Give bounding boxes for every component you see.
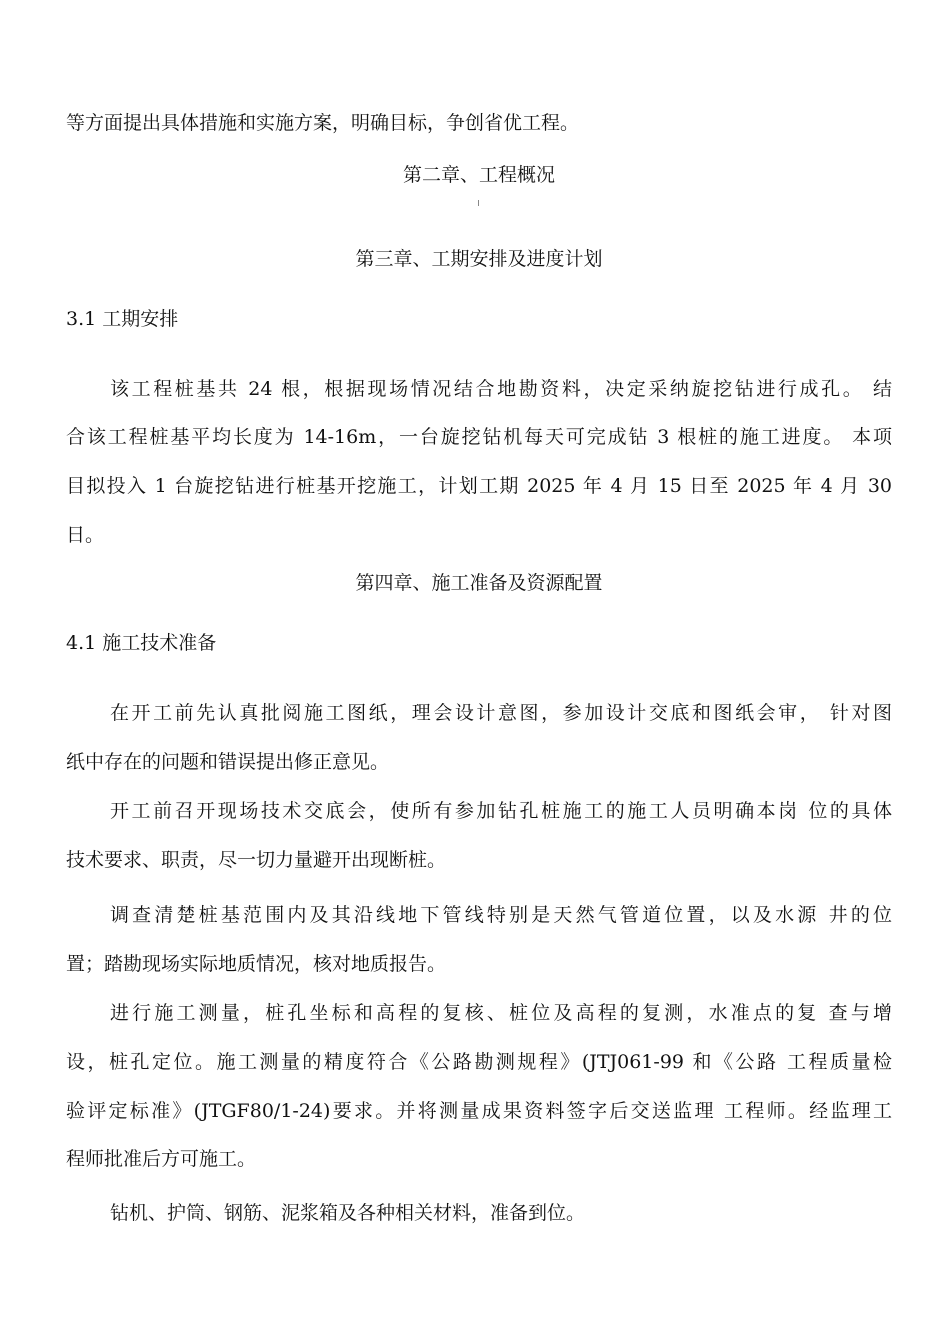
chapter-4-title: 第四章、施工准备及资源配置	[355, 572, 603, 594]
paragraph-line: 设，桩孔定位。施工测量的精度符合《公路勘测规程》(JTJ061-99 和《公路 工程质量检	[66, 1051, 892, 1073]
section-3-1-title: 3.1 工期安排	[66, 308, 179, 330]
paragraph-line: 置；踏勘现场实际地质情况，核对地质报告。	[66, 953, 447, 975]
section-4-1-title: 4.1 施工技术准备	[66, 632, 217, 654]
paragraph-line: 进行施工测量，桩孔坐标和高程的复核、桩位及高程的复测，水准点的复 查与增	[110, 1002, 892, 1024]
paragraph-line: 开工前召开现场技术交底会，使所有参加钻孔桩施工的施工人员明确本岗 位的具体	[110, 800, 892, 822]
paragraph-line: 钻机、护筒、钢筋、泥浆箱及各种相关材料，准备到位。	[110, 1202, 586, 1224]
paragraph-line: 程师批准后方可施工。	[66, 1148, 257, 1170]
paragraph-line: 该工程桩基共 24 根，根据现场情况结合地勘资料，决定采纳旋挖钻进行成孔。 结	[110, 378, 892, 400]
paragraph-line: 纸中存在的问题和错误提出修正意见。	[66, 751, 390, 773]
top-continuation-text: 等方面提出具体措施和实施方案，明确目标，争创省优工程。	[66, 112, 580, 134]
chapter-2-title: 第二章、工程概况	[402, 164, 555, 186]
paragraph-line: 合该工程桩基平均长度为 14-16m，一台旋挖钻机每天可完成钻 3 根桩的施工进度。 本项	[66, 426, 892, 448]
paragraph-line: 目拟投入 1 台旋挖钻进行桩基开挖施工，计划工期 2025 年 4 月 15 日至 2025 年 4 月 30	[66, 475, 892, 497]
paragraph-line: 验评定标准》(JTGF80/1-24)要求。并将测量成果资料签字后交送监理 工程师。经监理工	[66, 1100, 892, 1122]
paragraph-line: 在开工前先认真批阅施工图纸，理会设计意图，参加设计交底和图纸会审， 针对图	[110, 702, 892, 724]
stray-mark	[478, 200, 479, 206]
chapter-3-title: 第三章、工期安排及进度计划	[355, 248, 603, 270]
paragraph-line: 技术要求、职责，尽一切力量避开出现断桩。	[66, 849, 447, 871]
paragraph-line: 调查清楚桩基范围内及其沿线地下管线特别是天然气管道位置，以及水源 井的位	[110, 904, 892, 926]
paragraph-line: 日。	[66, 524, 105, 546]
